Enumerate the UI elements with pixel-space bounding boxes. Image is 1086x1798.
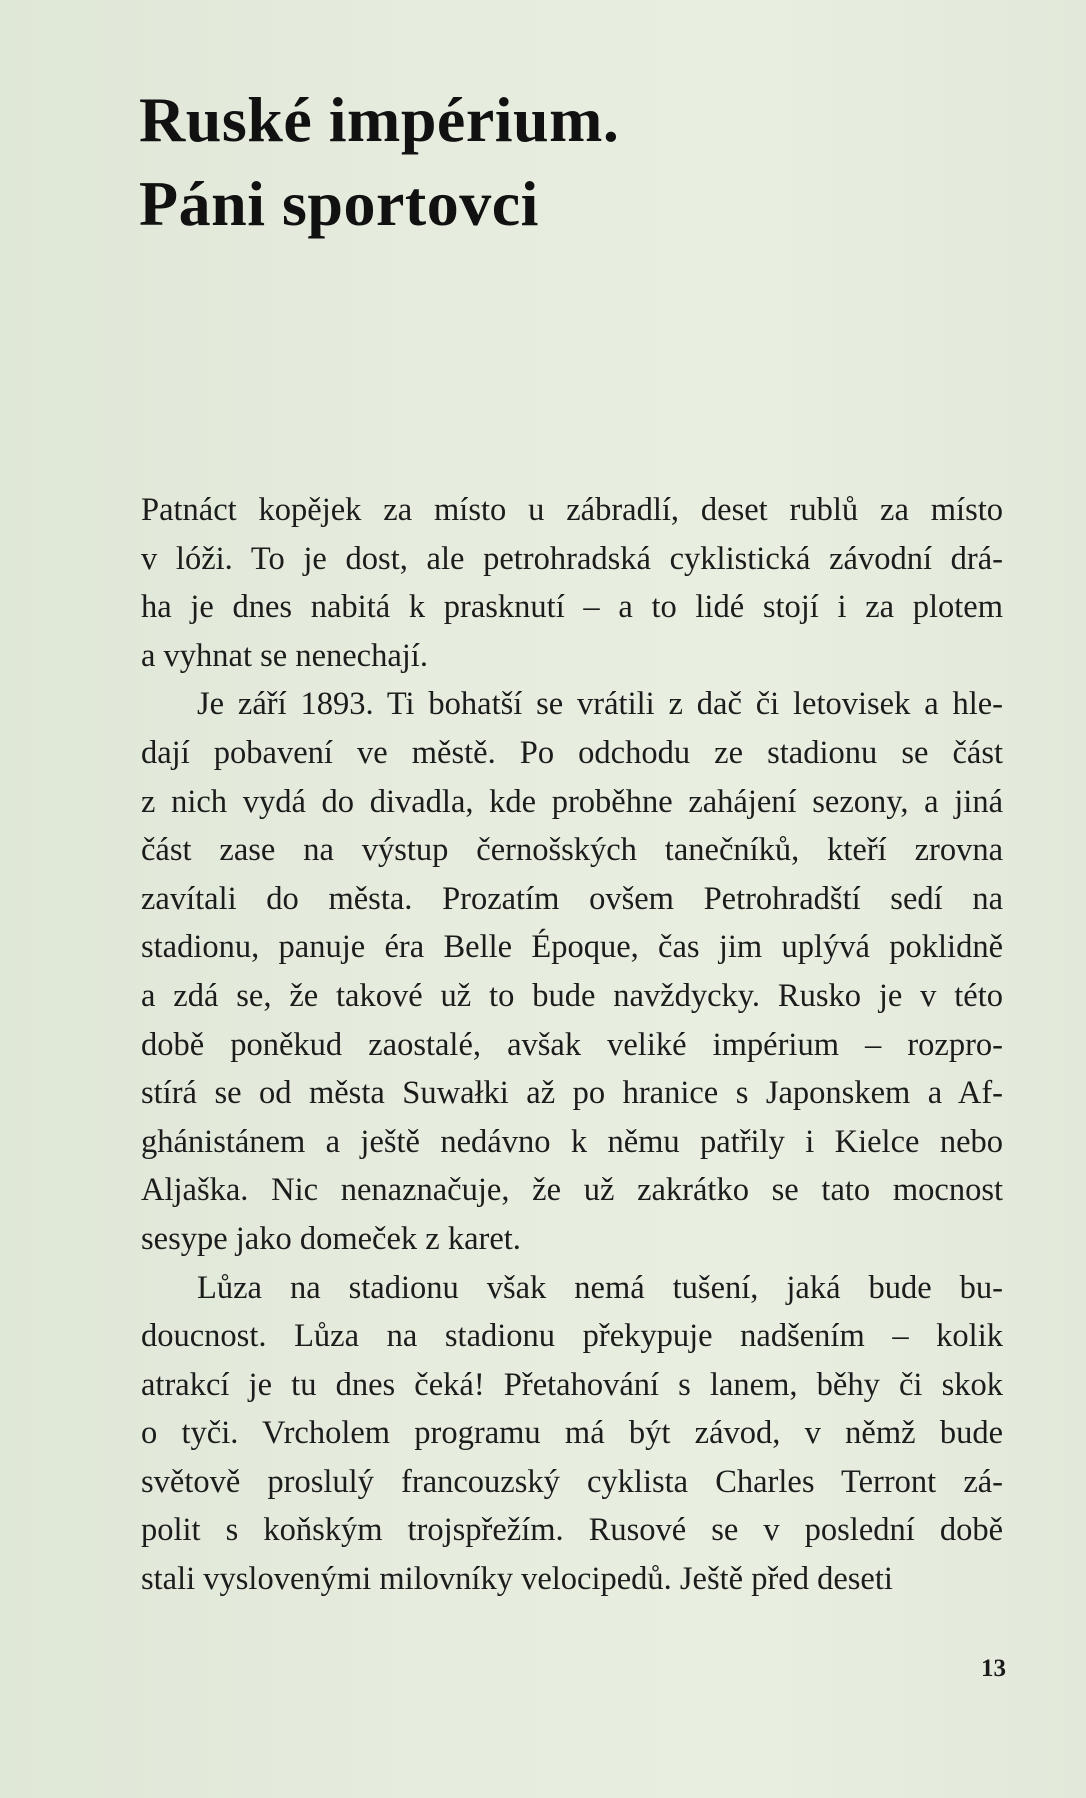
text-line: zavítali do města. Prozatím ovšem Petrohradští sedí na <box>141 880 1003 917</box>
text-line: dají pobavení ve městě. Po odchodu ze stadionu se část <box>141 734 1003 771</box>
text-line: doucnost. Lůza na stadionu překypuje nadšením – kolik <box>141 1318 1003 1355</box>
text-line: Patnáct kopějek za místo u zábradlí, deset rublů za místo <box>141 492 1003 528</box>
text-line: polit s koňským trojspřežím. Rusové se v poslední době <box>141 1512 1003 1549</box>
text-line: době poněkud zaostalé, avšak veliké impérium – rozpro- <box>141 1026 1003 1063</box>
text-line: a vyhnat se nenechají. <box>141 637 428 674</box>
body-text <box>141 486 1003 1604</box>
paragraph <box>141 1264 1003 1604</box>
text-line: světově proslulý francouzský cyklista Charles Terront zá- <box>141 1463 1003 1500</box>
text-line: sesype jako domeček z karet. <box>141 1220 521 1257</box>
text-line: a zdá se, že takové už to bude navždycky. Rusko je v této <box>141 977 1003 1014</box>
chapter-title-line: Ruské impérium. <box>139 84 620 155</box>
chapter-title <box>139 78 619 246</box>
text-line: Je září 1893. Ti bohatší se vrátili z dač či letovisek a hle- <box>197 686 1003 723</box>
text-line: stali vyslovenými milovníky velocipedů. Ještě před deseti <box>141 1561 893 1598</box>
text-line: část zase na výstup černošských tanečníků, kteří zrovna <box>141 832 1003 869</box>
text-line: atrakcí je tu dnes čeká! Přetahování s lanem, běhy či skok <box>141 1366 1003 1403</box>
text-line: z nich vydá do divadla, kde proběhne zahájení sezony, a jiná <box>141 783 1003 820</box>
text-line: stírá se od města Suwałki až po hranice s Japonskem a Af- <box>141 1075 1003 1112</box>
text-line: Lůza na stadionu však nemá tušení, jaká bude bu- <box>197 1269 1003 1306</box>
text-line: o tyči. Vrcholem programu má být závod, v němž bude <box>141 1415 1003 1452</box>
paragraph <box>141 680 1003 1263</box>
chapter-title-line: Páni sportovci <box>139 168 539 239</box>
text-line: ha je dnes nabitá k prasknutí – a to lidé stojí i za plotem <box>141 589 1003 626</box>
paragraph <box>141 486 1003 680</box>
page-number: 13 <box>981 1655 1006 1682</box>
text-line: ghánistánem a ještě nedávno k němu patřily i Kielce nebo <box>141 1123 1003 1160</box>
text-line: v lóži. To je dost, ale petrohradská cyklistická závodní drá- <box>141 540 1003 577</box>
text-line: Aljaška. Nic nenaznačuje, že už zakrátko se tato mocnost <box>141 1172 1003 1209</box>
text-line: stadionu, panuje éra Belle Époque, čas jim uplývá poklidně <box>141 929 1003 966</box>
